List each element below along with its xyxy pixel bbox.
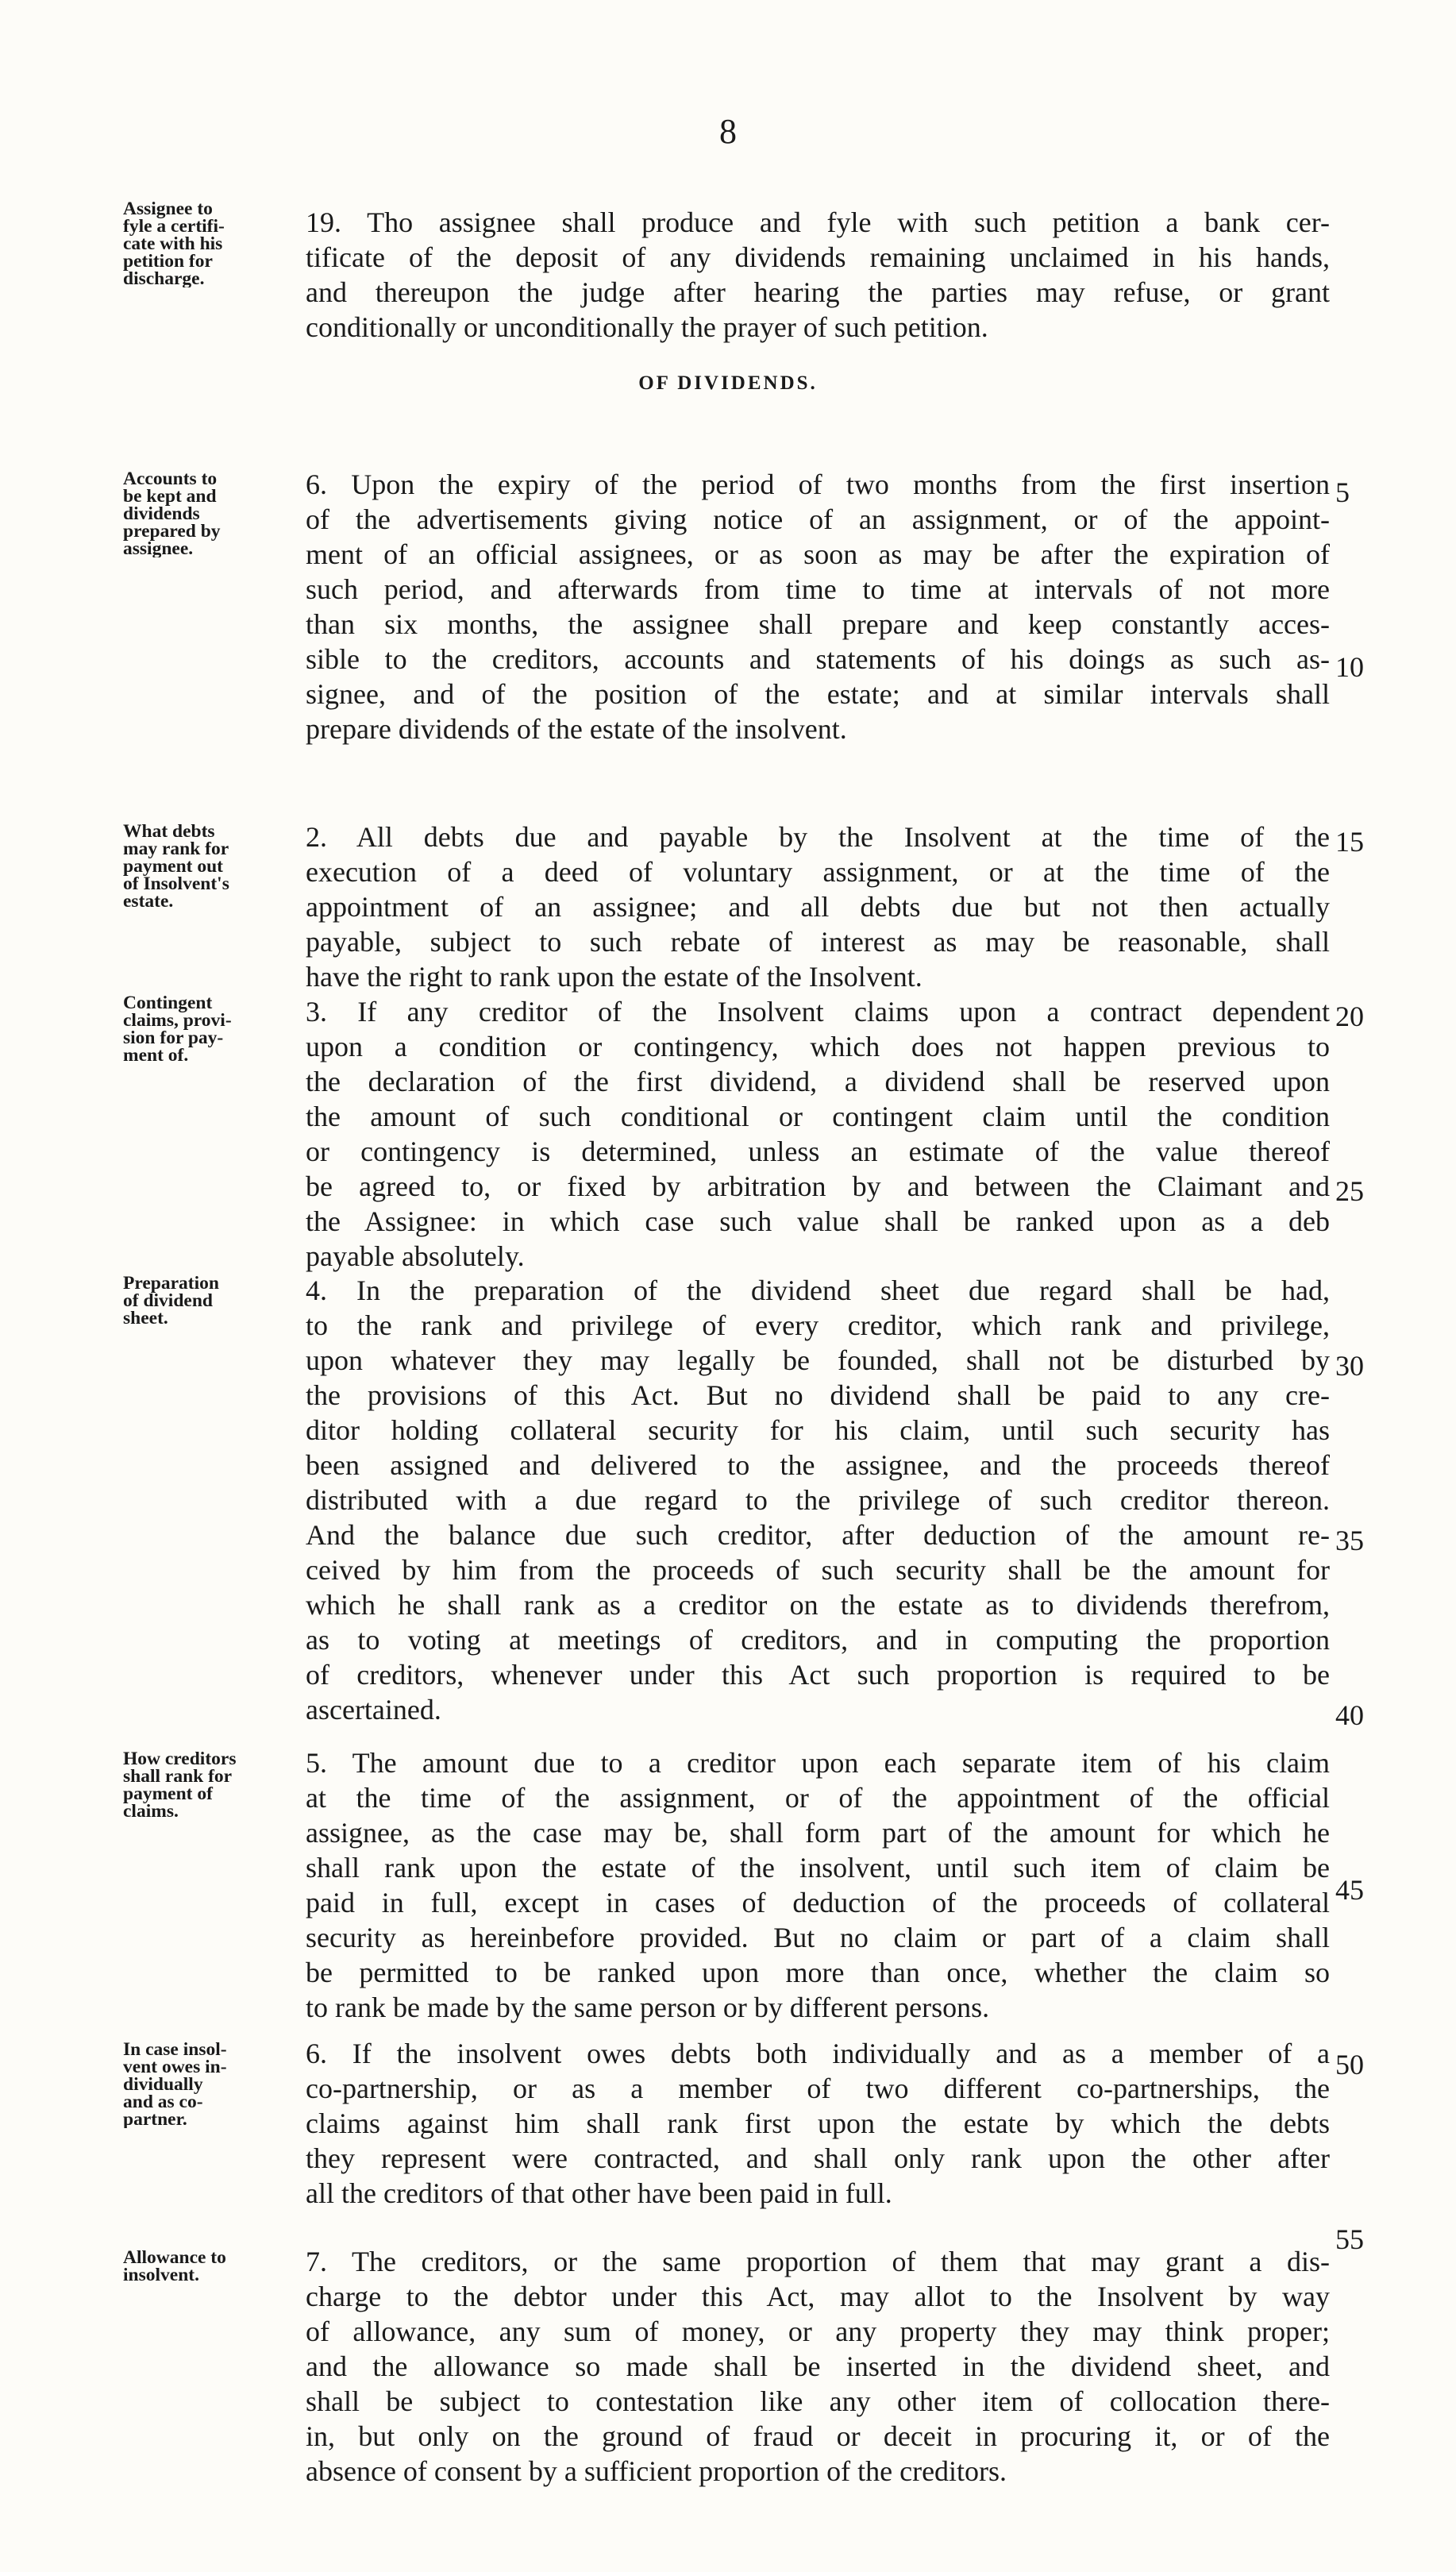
margin-note	[123, 200, 302, 287]
line-number: 55	[1335, 2223, 1364, 2255]
margin-note-line: payment out	[123, 856, 223, 877]
margin-note-line: sheet.	[123, 1308, 168, 1327]
margin-note	[123, 994, 302, 1064]
margin-note-line: petition for	[123, 251, 213, 272]
body-text-line: which he shall rank as a creditor on the estate as to dividends therefrom,	[306, 1589, 1330, 1621]
body-text-line: absence of consent by a sufficient proportion of the creditors.	[306, 2455, 1007, 2487]
body-text-line: signee, and of the position of the estate; and at similar intervals shall	[306, 678, 1330, 710]
margin-note	[123, 823, 302, 910]
body-text-line: ascertained.	[306, 1694, 441, 1726]
line-number: 45	[1335, 1874, 1364, 1906]
margin-note-line: prepared by	[123, 521, 221, 542]
section-heading: OF DIVIDENDS.	[638, 372, 818, 394]
body-text-line: 7. The creditors, or the same proportion of them that may grant a dis-	[306, 2246, 1330, 2277]
body-text-line: shall be subject to contestation like any other item of collocation there-	[306, 2385, 1330, 2417]
margin-note-line: ment of.	[123, 1045, 189, 1064]
body-text-line: tificate of the deposit of any dividends remaining unclaimed in his hands,	[306, 241, 1330, 273]
body-text-line: upon whatever they may legally be founded, shall not be disturbed by	[306, 1344, 1330, 1376]
body-text-line: conditionally or unconditionally the prayer of such petition.	[306, 311, 988, 343]
body-text-line: the provisions of this Act. But no dividend shall be paid to any cre-	[306, 1379, 1330, 1411]
line-number: 35	[1335, 1525, 1364, 1556]
margin-note-line: In case insol-	[123, 2041, 227, 2060]
margin-note-line: shall rank for	[123, 1766, 233, 1787]
margin-note-line: insolvent.	[123, 2265, 199, 2284]
line-number: 20	[1335, 1001, 1364, 1032]
body-text-line: have the right to rank upon the estate of the Insolvent.	[306, 961, 923, 993]
body-text-line: of creditors, whenever under this Act such proportion is required to be	[306, 1659, 1330, 1691]
margin-note-line: partner.	[123, 2109, 187, 2128]
line-number: 25	[1335, 1175, 1364, 1207]
margin-note-line: and as co-	[123, 2092, 203, 2112]
body-text-line: to rank be made by the same person or by different persons.	[306, 1992, 990, 2023]
margin-note	[123, 2041, 302, 2128]
body-text-line: co-partnership, or as a member of two different co-partnerships, the	[306, 2073, 1330, 2104]
line-number: 15	[1335, 826, 1364, 858]
body-text-line: 3. If any creditor of the Insolvent claims upon a contract dependent	[306, 996, 1330, 1028]
margin-note-line: Contingent	[123, 994, 213, 1013]
margin-note-line: fyle a certifi-	[123, 216, 225, 237]
body-text-line: and the allowance so made shall be inserted in the dividend sheet, and	[306, 2350, 1330, 2382]
body-text-line: 4. In the preparation of the dividend sheet due regard shall be had,	[306, 1274, 1330, 1306]
body-text-line: of the advertisements giving notice of an assignment, or of the appoint-	[306, 503, 1330, 535]
margin-note-line: may rank for	[123, 839, 229, 859]
body-text-line: And the balance due such creditor, after deduction of the amount re-	[306, 1519, 1330, 1551]
margin-note-line: Allowance to	[123, 2249, 226, 2268]
body-text-line: upon a condition or contingency, which does not happen previous to	[306, 1031, 1330, 1062]
body-text-line: execution of a deed of voluntary assignment, or at the time of the	[306, 856, 1330, 888]
line-number: 5	[1335, 476, 1350, 508]
margin-note	[123, 2249, 302, 2284]
body-text-line: of allowance, any sum of money, or any property they may think proper;	[306, 2316, 1330, 2347]
body-text-line: in, but only on the ground of fraud or deceit in procuring it, or of the	[306, 2420, 1330, 2452]
body-text-line: such period, and afterwards from time to time at intervals of not more	[306, 573, 1330, 605]
margin-note-line: cate with his	[123, 233, 223, 254]
body-text-line: claims against him shall rank first upon the estate by which the debts	[306, 2107, 1330, 2139]
body-text-line: the amount of such conditional or contingent claim until the condition	[306, 1101, 1330, 1132]
body-text-line: the Assignee: in which case such value shall be ranked upon as a deb	[306, 1205, 1330, 1237]
body-text-line: sible to the creditors, accounts and statements of his doings as such as-	[306, 643, 1330, 675]
margin-note-line: discharge.	[123, 268, 205, 287]
body-text-line: assignee, as the case may be, shall form part of the amount for which he	[306, 1817, 1330, 1849]
body-text-line: distributed with a due regard to the privilege of such creditor thereon.	[306, 1484, 1330, 1516]
body-text-line: as to voting at meetings of creditors, and in computing the proportion	[306, 1624, 1330, 1656]
page-number: 8	[719, 112, 737, 151]
body-text-line: to the rank and privilege of every creditor, which rank and privilege,	[306, 1309, 1330, 1341]
margin-note-line: claims.	[123, 1801, 179, 1820]
body-text-line: prepare dividends of the estate of the insolvent.	[306, 713, 847, 745]
line-number: 40	[1335, 1699, 1364, 1731]
body-text-line: 2. All debts due and payable by the Insolvent at the time of the	[306, 821, 1330, 853]
body-text-line: paid in full, except in cases of deduction of the proceeds of collateral	[306, 1887, 1330, 1918]
margin-note-line: What debts	[123, 823, 215, 842]
body-text-line: payable absolutely.	[306, 1240, 525, 1272]
body-text-line: charge to the debtor under this Act, may allot to the Insolvent by way	[306, 2281, 1330, 2312]
body-text-line: ditor holding collateral security for his claim, until such security has	[306, 1414, 1330, 1446]
body-text-line: all the creditors of that other have been paid in full.	[306, 2177, 892, 2209]
margin-note-line: Preparation	[123, 1274, 219, 1294]
body-text-line: at the time of the assignment, or of the appointment of the official	[306, 1782, 1330, 1814]
body-text-line: ceived by him from the proceeds of such security shall be the amount for	[306, 1554, 1330, 1586]
line-number: 30	[1335, 1350, 1364, 1382]
body-text-line: 5. The amount due to a creditor upon each separate item of his claim	[306, 1747, 1330, 1779]
body-text-line: the declaration of the first dividend, a dividend shall be reserved upon	[306, 1066, 1330, 1097]
line-number: 50	[1335, 2049, 1364, 2080]
margin-note-line: be kept and	[123, 486, 217, 507]
body-text-line: they represent were contracted, and shall only rank upon the other after	[306, 2142, 1330, 2174]
margin-note-line: estate.	[123, 891, 174, 910]
body-text-line: 6. If the insolvent owes debts both individually and as a member of a	[306, 2038, 1330, 2069]
margin-note-line: assignee.	[123, 538, 194, 557]
body-text-line: payable, subject to such rebate of interest as may be reasonable, shall	[306, 926, 1330, 958]
margin-note-line: of Insolvent's	[123, 873, 229, 894]
body-text-line: than six months, the assignee shall prepare and keep constantly acces-	[306, 608, 1330, 640]
margin-note-line: sion for pay-	[123, 1028, 224, 1048]
body-text-line: been assigned and delivered to the assignee, and the proceeds thereof	[306, 1449, 1330, 1481]
margin-note-line: dividually	[123, 2074, 203, 2095]
margin-note-line: vent owes in-	[123, 2057, 227, 2077]
body-text-line: 19. Tho assignee shall produce and fyle with such petition a bank cer-	[306, 206, 1330, 238]
margin-note-line: dividends	[123, 503, 200, 524]
margin-note-line: Accounts to	[123, 470, 218, 489]
body-text-line: 6. Upon the expiry of the period of two months from the first insertion	[306, 469, 1330, 500]
line-number: 10	[1335, 651, 1364, 683]
margin-note-line: claims, provi-	[123, 1010, 232, 1031]
margin-note-line: How creditors	[123, 1750, 237, 1769]
body-text-line: ment of an official assignees, or as soon as may be after the expiration of	[306, 538, 1330, 570]
body-text-line: and thereupon the judge after hearing the parties may refuse, or grant	[306, 276, 1330, 308]
body-text-line: shall rank upon the estate of the insolvent, until such item of claim be	[306, 1852, 1330, 1884]
body-text-line: appointment of an assignee; and all debts due but not then actually	[306, 891, 1330, 923]
body-text-line: be permitted to be ranked upon more than once, whether the claim so	[306, 1957, 1330, 1988]
margin-note	[123, 1750, 302, 1820]
margin-note	[123, 1274, 302, 1327]
margin-note	[123, 470, 302, 557]
body-text-line: security as hereinbefore provided. But no claim or part of a claim shall	[306, 1922, 1330, 1953]
margin-note-line: payment of	[123, 1783, 213, 1804]
margin-note-line: of dividend	[123, 1290, 213, 1311]
body-text-line: be agreed to, or fixed by arbitration by and between the Claimant and	[306, 1170, 1330, 1202]
body-text-line: or contingency is determined, unless an estimate of the value thereof	[306, 1136, 1330, 1167]
margin-note-line: Assignee to	[123, 200, 213, 219]
